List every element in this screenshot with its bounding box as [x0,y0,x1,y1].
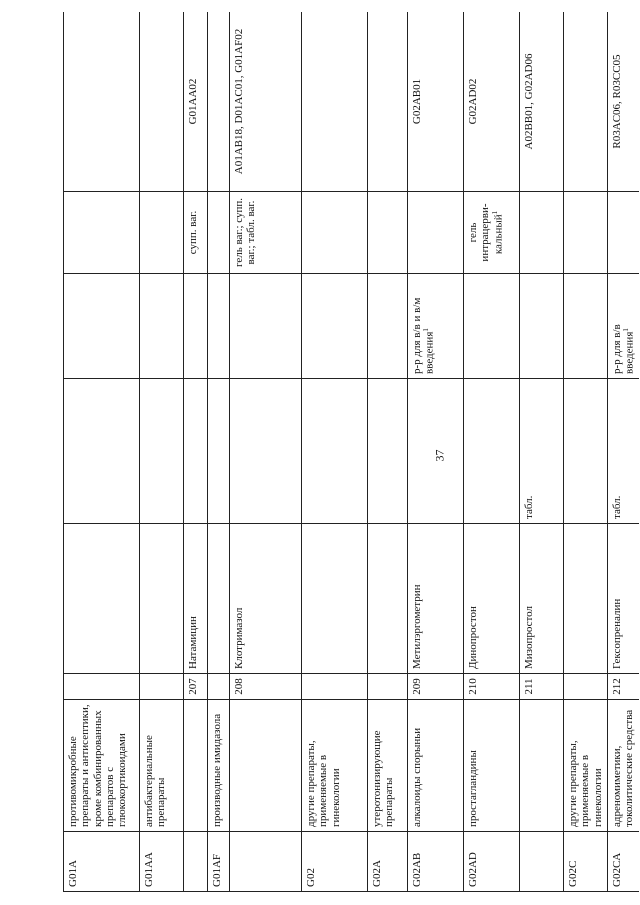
row-number-cell-text: 209 [411,678,423,695]
drug-name-cell-text: Натамицин [187,616,199,669]
atc-crossref-cell [464,12,520,192]
form-injection-cell [368,274,408,379]
row-number-cell [140,674,184,700]
drug-name-cell [64,524,140,674]
drug-name-cell [520,524,564,674]
group-name-cell [302,700,368,832]
atc-code-cell-text: G02 [305,868,317,887]
atc-code-cell [208,832,230,892]
drug-name-cell [608,524,640,674]
atc-code-cell-text: G02AB [411,852,423,887]
form-other-cell-text: супп. ваг. [187,210,199,255]
form-tablet-cell [64,379,140,524]
group-name-cell-text: алкалоиды спорыньи [411,727,423,827]
form-other-cell [230,192,302,274]
atc-crossref-cell-text: A01AB18, D01AC01, G01AF02 [233,28,245,175]
form-other-cell [520,192,564,274]
atc-crossref-cell [302,12,368,192]
table-container [63,12,639,892]
table-row [140,12,184,892]
drug-name-cell [464,524,520,674]
form-injection-cell [140,274,184,379]
group-name-cell-text: другие препараты, применяемые в гинекологии [305,740,342,827]
table-row [464,12,520,892]
atc-code-cell [302,832,368,892]
form-injection-cell [184,274,208,379]
row-number-cell-text: 212 [611,678,623,695]
drug-name-cell [368,524,408,674]
form-tablet-cell-text: табл. [523,495,535,519]
drug-name-cell [408,524,464,674]
row-number-cell [608,674,640,700]
atc-crossref-cell [64,12,140,192]
atc-code-cell [408,832,464,892]
form-injection-cell [64,274,140,379]
row-number-cell [64,674,140,700]
drug-name-cell-text: Динопростон [467,606,479,669]
atc-code-cell [564,832,608,892]
form-other-cell [140,192,184,274]
drug-name-cell-text: Метилэргометрин [411,584,423,669]
atc-crossref-cell-text: R03AC06, R03CC05 [611,54,623,149]
form-injection-cell [302,274,368,379]
row-number-cell-text: 211 [523,678,535,695]
row-number-cell [208,674,230,700]
table-row [302,12,368,892]
group-name-cell [608,700,640,832]
drug-name-cell-text: Гексопреналин [611,598,623,669]
atc-crossref-cell-text: G02AD02 [467,78,479,125]
atc-code-cell [184,832,208,892]
form-other-cell [408,192,464,274]
table-row [208,12,230,892]
row-number-cell [302,674,368,700]
row-number-cell [520,674,564,700]
atc-code-cell [230,832,302,892]
atc-code-cell-text: G02C [567,860,579,887]
row-number-cell [230,674,302,700]
drug-name-cell [302,524,368,674]
form-tablet-cell [140,379,184,524]
atc-crossref-cell-text: A02BB01, G02AD06 [523,53,535,150]
atc-code-cell-text: G01A [67,860,79,887]
form-tablet-cell [564,379,608,524]
table-row [368,12,408,892]
table-row [608,12,640,892]
form-tablet-cell [464,379,520,524]
atc-code-cell-text: G01AF [211,853,223,887]
group-name-cell-text: противомикробные препараты и антисептики, кроме комбинированных препаратов с глюкокортикоидами [67,704,129,827]
drug-name-cell [208,524,230,674]
row-number-cell [464,674,520,700]
group-name-cell [368,700,408,832]
form-other-cell [302,192,368,274]
row-number-cell [184,674,208,700]
table-row [564,12,608,892]
page-number: 37 [432,449,447,462]
form-injection-cell [608,274,640,379]
group-name-cell [208,700,230,832]
atc-crossref-cell-text: G01AA02 [187,78,199,125]
form-other-cell [368,192,408,274]
atc-code-cell-text: G02CA [611,852,623,887]
form-injection-cell [408,274,464,379]
group-name-cell [564,700,608,832]
table-row [520,12,564,892]
atc-code-cell [608,832,640,892]
form-tablet-cell [208,379,230,524]
atc-crossref-cell [230,12,302,192]
group-name-cell [140,700,184,832]
form-tablet-cell [608,379,640,524]
group-name-cell-text: другие препараты, применяемые в гинекологии [567,740,604,827]
atc-crossref-cell [564,12,608,192]
atc-crossref-cell [608,12,640,192]
footnote-marker: 1 [622,328,631,332]
drug-name-cell [140,524,184,674]
form-injection-cell [464,274,520,379]
atc-code-cell-text: G02A [371,860,383,887]
atc-crossref-cell [140,12,184,192]
form-other-cell [64,192,140,274]
form-injection-cell [564,274,608,379]
group-name-cell [64,700,140,832]
form-other-cell [208,192,230,274]
atc-code-cell-text: G02AD [467,852,479,887]
atc-crossref-cell [184,12,208,192]
row-number-cell [408,674,464,700]
form-other-cell-text: гель ваг.; супп. ваг.; табл. ваг. [233,197,258,268]
group-name-cell [408,700,464,832]
form-other-cell [564,192,608,274]
group-name-cell [520,700,564,832]
atc-crossref-cell [208,12,230,192]
atc-crossref-cell [520,12,564,192]
group-name-cell-text: утеротонизирующие препараты [371,730,396,827]
group-name-cell-text: простагландины [467,750,479,827]
table-row [230,12,302,892]
atc-crossref-cell [368,12,408,192]
drug-name-cell [184,524,208,674]
atc-code-cell [464,832,520,892]
form-other-cell [184,192,208,274]
form-injection-cell-text: р-р для в/в и в/м введения [411,297,436,374]
group-name-cell-text: адреномиметики, токолитические средства [611,709,636,827]
rotated-table [63,12,639,892]
form-other-cell [608,192,640,274]
form-injection-cell [520,274,564,379]
atc-code-cell [520,832,564,892]
form-tablet-cell [368,379,408,524]
atc-crossref-cell [408,12,464,192]
atc-code-cell [140,832,184,892]
form-other-cell-text: гель интрацерви-кальный [467,203,505,262]
form-injection-cell [230,274,302,379]
form-tablet-cell-text: табл. [611,495,623,519]
form-tablet-cell [302,379,368,524]
drug-name-cell-text: Клотримазол [233,607,245,669]
form-other-cell [464,192,520,274]
drug-table [63,12,639,892]
row-number-cell-text: 208 [233,678,245,695]
group-name-cell [230,700,302,832]
form-tablet-cell [230,379,302,524]
atc-code-cell [368,832,408,892]
row-number-cell [368,674,408,700]
drug-name-cell [230,524,302,674]
group-name-cell [464,700,520,832]
row-number-cell-text: 210 [467,678,479,695]
form-tablet-cell [184,379,208,524]
table-row [408,12,464,892]
form-tablet-cell [520,379,564,524]
footnote-marker: 1 [490,210,499,215]
row-number-cell [564,674,608,700]
row-number-cell-text: 207 [187,678,199,695]
form-tablet-cell [408,379,464,524]
footnote-marker: 1 [422,328,431,332]
table-body [64,12,640,892]
atc-code-cell [64,832,140,892]
group-name-cell-text: антибактериальные препараты [143,735,168,827]
atc-code-cell-text: G01AA [143,852,155,887]
form-injection-cell [208,274,230,379]
form-injection-cell-text: р-р для в/в введения [611,324,636,374]
atc-crossref-cell-text: G02AB01 [411,78,423,125]
group-name-cell [184,700,208,832]
table-row [64,12,140,892]
table-row [184,12,208,892]
group-name-cell-text: производные имидазола [211,713,223,827]
drug-name-cell-text: Мизопростол [523,606,535,669]
drug-name-cell [564,524,608,674]
